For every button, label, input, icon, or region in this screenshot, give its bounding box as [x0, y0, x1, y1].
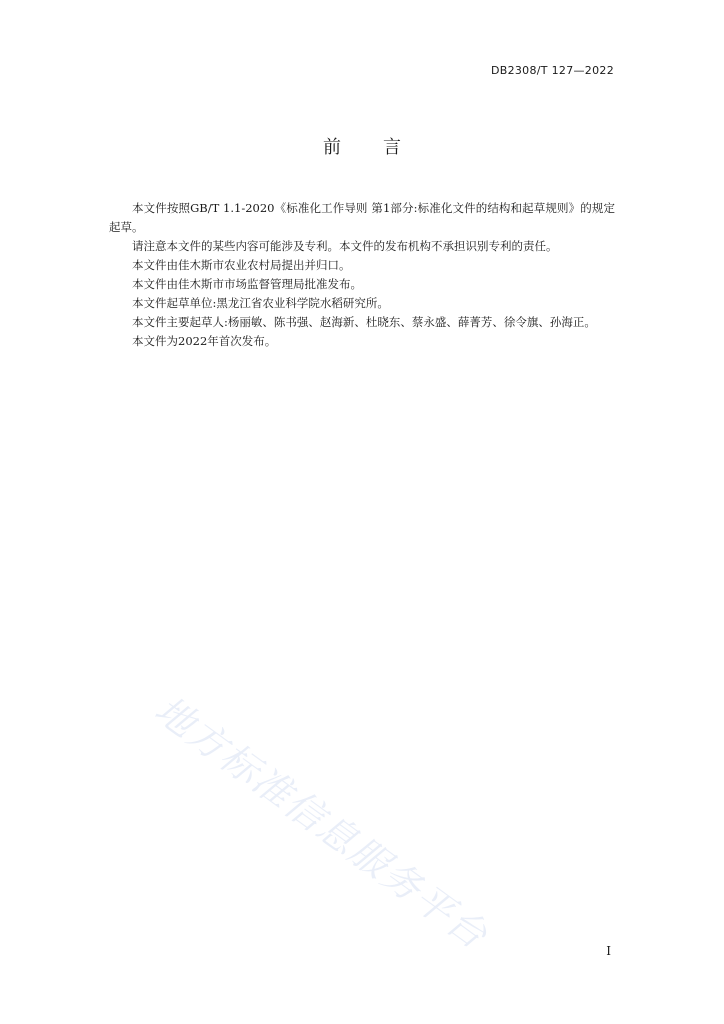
paragraph-patent-notice: 请注意本文件的某些内容可能涉及专利。本文件的发布机构不承担识别专利的责任。: [132, 239, 558, 253]
paragraph-first-release: 本文件为2022年首次发布。: [132, 334, 277, 348]
document-code: DB2308/T 127—2022: [490, 64, 614, 77]
paragraph-drafters: 本文件主要起草人:杨丽敏、陈书强、赵海新、杜晓东、蔡永盛、薛菁芳、徐令旗、孙海正。: [132, 315, 596, 329]
paragraph-drafting-rules: 本文件按照GB/T 1.1-2020《标准化工作导则 第1部分:标准化文件的结构和起草规则》的规定起草。: [109, 201, 615, 234]
page-title: [0, 133, 724, 159]
paragraph-approver: 本文件由佳木斯市市场监督管理局批准发布。: [132, 277, 362, 291]
paragraph-proposer: 本文件由佳木斯市农业农村局提出并归口。: [132, 258, 351, 272]
foreword-body: [109, 199, 615, 351]
page-title-char-1: 前: [323, 137, 341, 158]
page-number: I: [606, 944, 611, 958]
watermark-text: 地方标准信息服务平台: [146, 687, 497, 959]
page-title-char-2: 言: [383, 137, 401, 158]
paragraph-drafting-unit: 本文件起草单位:黑龙江省农业科学院水稻研究所。: [132, 296, 389, 310]
